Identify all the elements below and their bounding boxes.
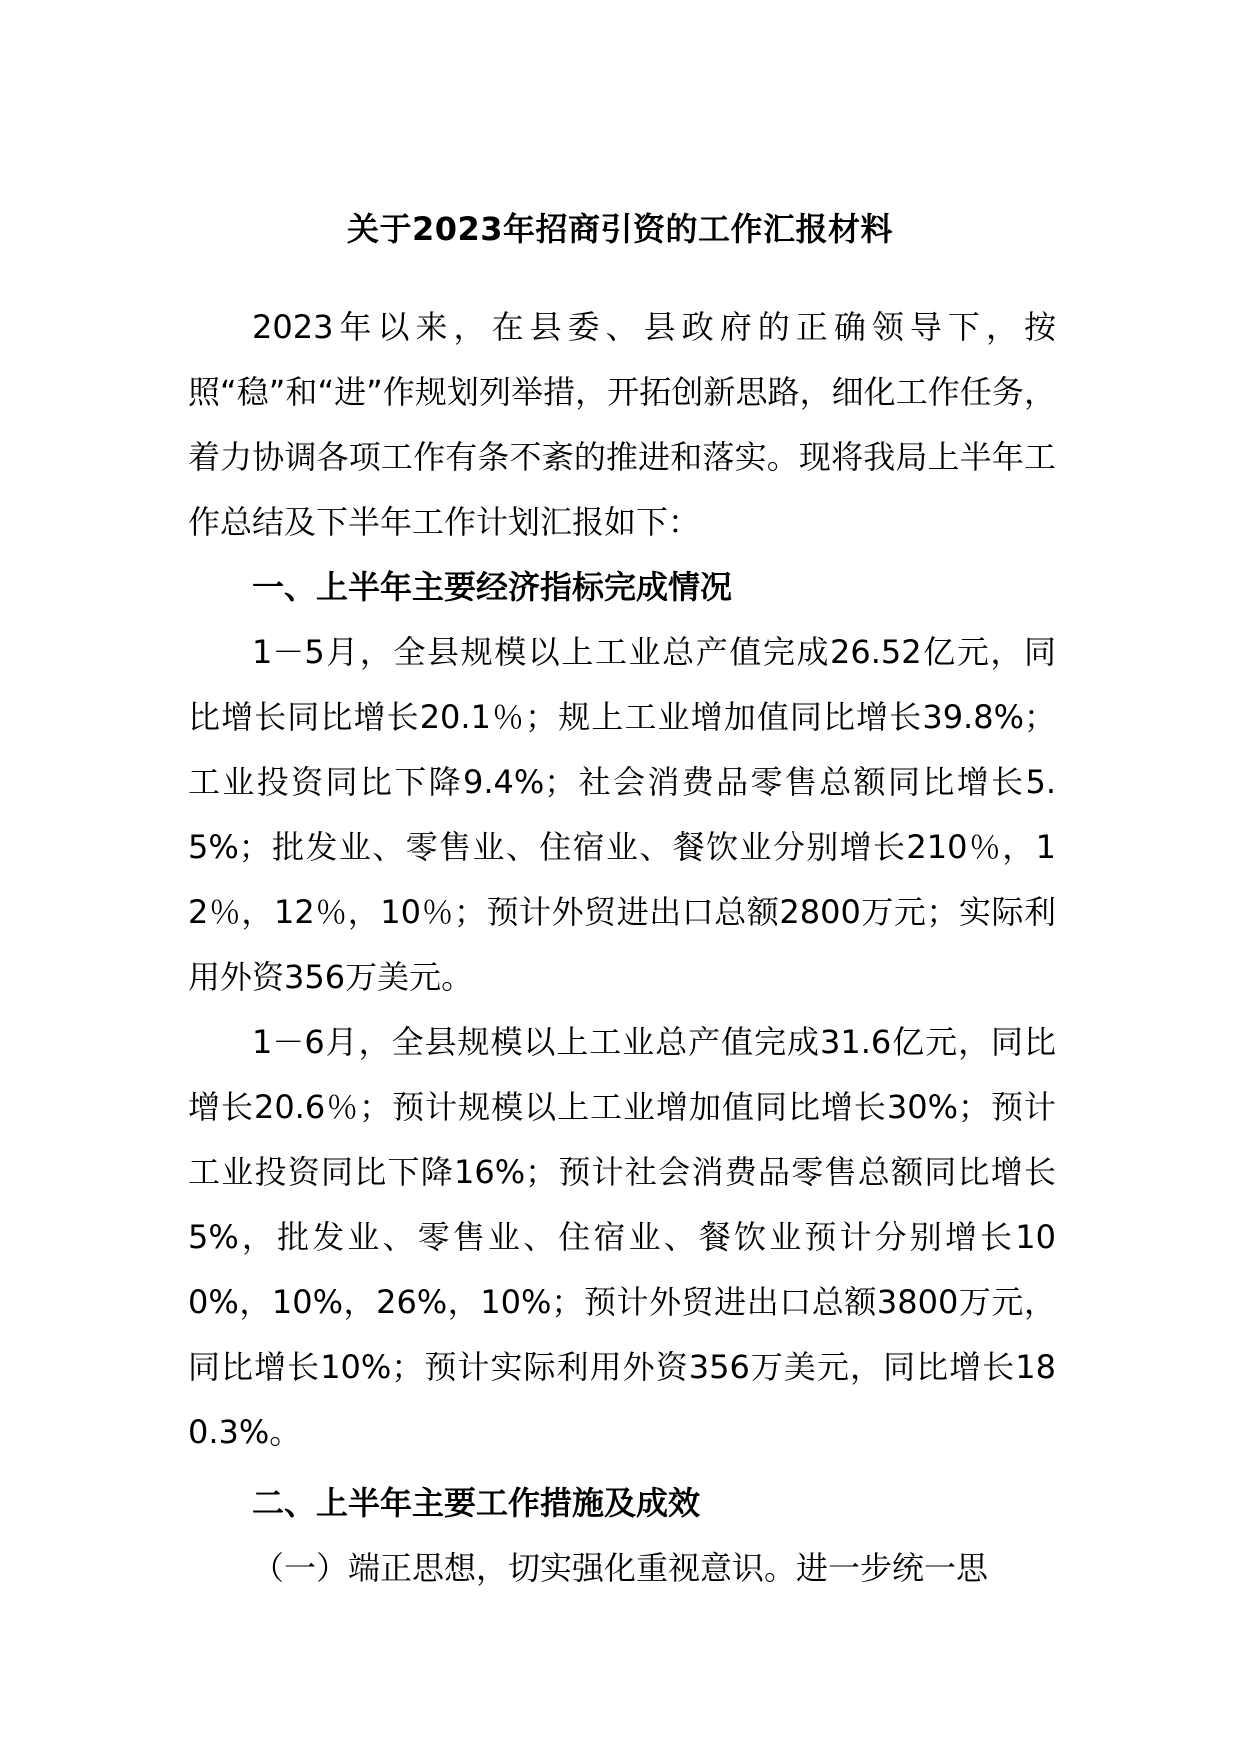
section2-paragraph-1: （一）端正思想，切实强化重视意识。进一步统一思 bbox=[252, 1549, 989, 1587]
document-body bbox=[188, 295, 1056, 1601]
section1-paragraph-2: 1－6月，全县规模以上工业总产值完成31.6亿元，同比增长20.6％；预计规模以上工业增加值同比增长30%；预计工业投资同比下降16%；预计社会消费品零售总额同比增长5%，批发业、零售业、住宿业、餐饮业预计分别增长100%，10%，26%，10%；预计外贸进出口总额3800万元，同比增长10%；预计实际利用外资356万美元，同比增长180.3%。 bbox=[188, 1023, 1056, 1451]
document-title: 关于2023年招商引资的工作汇报材料 bbox=[346, 210, 894, 248]
section-heading-1: 一、上半年主要经济指标完成情况 bbox=[252, 568, 733, 606]
section1-paragraph-1: 1－5月，全县规模以上工业总产值完成26.52亿元，同比增长同比增长20.1％；规上工业增加值同比增长39.8%；工业投资同比下降9.4%；社会消费品零售总额同比增长5.5%；批发业、零售业、住宿业、餐饮业分别增长210％，12％，12％，10％；预计外贸进出口总额2800万元；实际利用外资356万美元。 bbox=[188, 633, 1056, 996]
intro-paragraph: 2023年以来，在县委、县政府的正确领导下，按照“稳”和“进”作规划列举措，开拓创新思路，细化工作任务，着力协调各项工作有条不紊的推进和落实。现将我局上半年工作总结及下半年工作计划汇报如下： bbox=[188, 308, 1056, 541]
section-heading-2: 二、上半年主要工作措施及成效 bbox=[252, 1484, 701, 1522]
